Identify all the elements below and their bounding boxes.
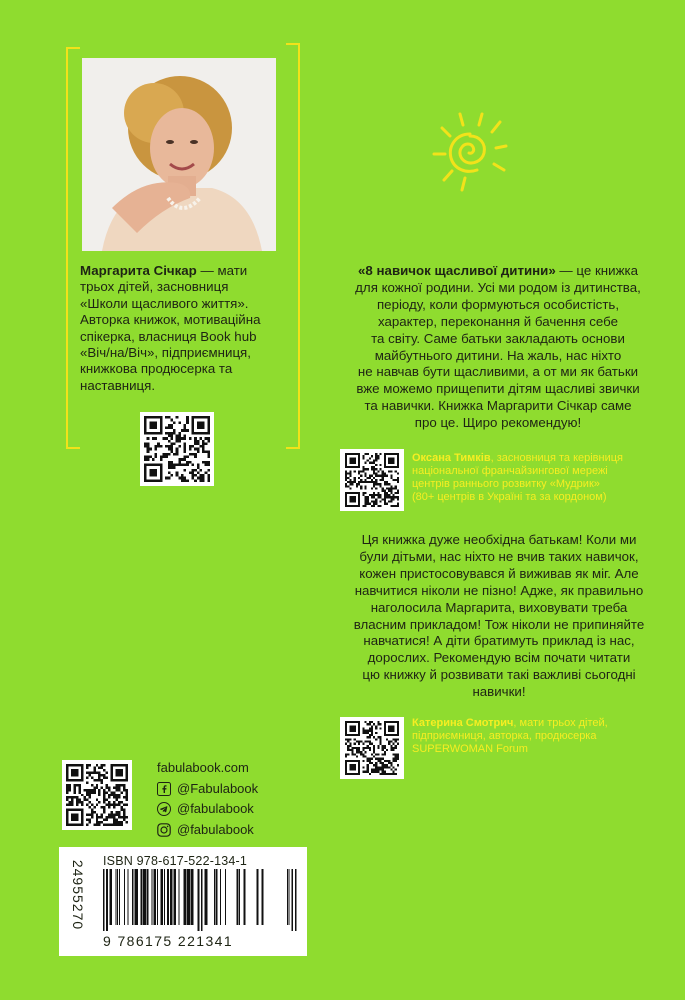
review-1-attribution: Оксана Тимків, засновниця та керівниця національної франчайзингової мережі центрів раннього розвитку «Мудрик» (80+ центрів в Україні та за кордоном) xyxy=(412,452,624,503)
isbn-text: ISBN 978-617-522-134-1 xyxy=(103,854,248,868)
barcode-number: 9 786175 221341 xyxy=(103,933,233,949)
sun-icon xyxy=(420,108,520,194)
author-bio: Маргарита Січкар — мати трьох дітей, засновниця «Школи щасливого життя». Авторка книжок, мотиваційна спікерка, власниця Book hub «Віч/на/Віч», підприємниця, книжкова продюсерка та наставниця. xyxy=(80,263,261,393)
facebook-link[interactable]: @Fabulabook xyxy=(157,779,258,800)
frame-bracket-right xyxy=(286,43,300,449)
side-code: 24955270 xyxy=(70,859,87,931)
publisher-qr-code[interactable] xyxy=(62,760,132,830)
telegram-link[interactable]: @fabulabook xyxy=(157,799,258,820)
instagram-icon xyxy=(157,823,171,837)
book-title: «8 навичок щасливої дитини» xyxy=(358,263,556,278)
telegram-icon xyxy=(157,802,171,816)
review2-qr-code[interactable] xyxy=(340,717,404,779)
instagram-link[interactable]: @fabulabook xyxy=(157,820,258,841)
author-name: Маргарита Січкар xyxy=(80,263,197,278)
author-qr-code[interactable] xyxy=(140,412,214,486)
review-1-text: «8 навичок щасливої дитини» — це книжка для кожної родини. Усі ми родом із дитинства, періоду, коли формуються особистість, характер, переконання й бачення себе та світу. Саме батьки закладають основи майбутнього дитини. На жаль, нас ніхто не навчав бути щасливими, а от ми як батьки вже можемо прищепити дітям щасливі звички та навички. Книжка Маргарити Січкар саме про це. Щиро рекомендую! xyxy=(355,263,641,431)
barcode-bars xyxy=(103,869,298,931)
isbn-barcode xyxy=(59,847,307,956)
review-2-text: Ця книжка дуже необхідна батькам! Коли ми були дітьми, нас ніхто не вчив таких навичок, кожен пристосовувався й виживав як міг. Але навчитися ніколи не пізно! Адже, як правильно наголосила Маргарита, виховувати треба власним прикладом! Тож ніколи не припиняйте навчатися! А діти братимуть приклад із нас, дорослих. Рекомендую всім почати читати цю книжку й розвивати такі важливі сьогодні навички! xyxy=(353,532,645,700)
website-link[interactable]: fabulabook.com xyxy=(157,760,249,775)
review1-qr-code[interactable] xyxy=(340,449,404,511)
frame-bracket-left xyxy=(66,47,80,449)
author-photo xyxy=(82,58,276,251)
publisher-links xyxy=(157,758,258,840)
facebook-icon xyxy=(157,782,171,796)
review-2-attribution: Катерина Смотрич, мати трьох дітей, підприємниця, авторка, продюсерка SUPERWOMAN Forum xyxy=(412,717,608,755)
